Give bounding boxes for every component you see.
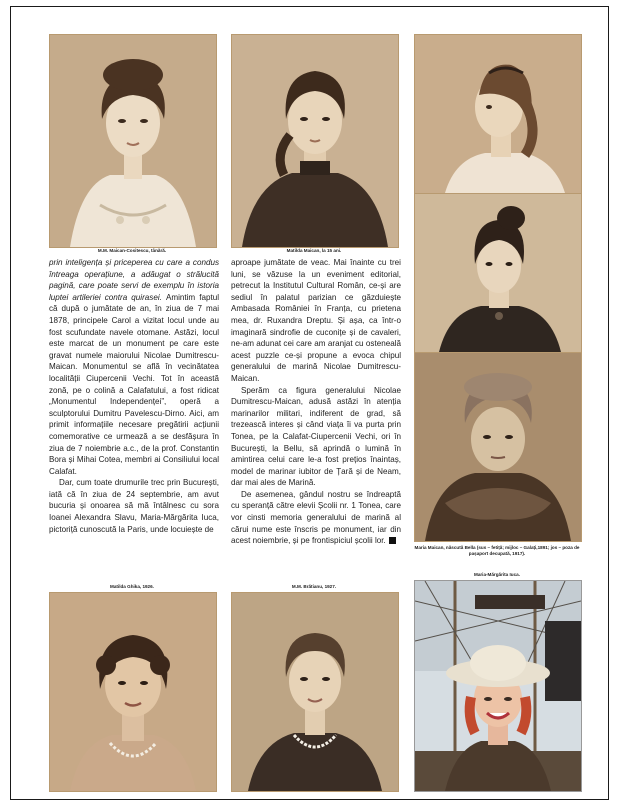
paragraph-3: aproape jumătate de veac. Mai înainte cu trei luni, se văzuse la un eveniment editorial, petrecut la Institutul Cultural Român, ce-și are sediul în palatul parizian ce găzduiește Ambasada României în Franța, cu prietena mea, dr. Ruxandra Dreptu. Și așa, ca într-o imaginară sindrofie de cuconițe și de cavaleri, ne-am adunat cei care am aranjat cu osteneală acest puzzle ce-și propune a evoca chipul generalului de marină Nicolae Dumitrescu-Maican. xyxy=(231,258,401,383)
caption-photo-8: Maria-Mărgărita Iuca. xyxy=(474,572,520,577)
portrait-photo-8 xyxy=(414,580,582,792)
portrait-photo-3 xyxy=(414,34,582,194)
portrait-photo-5 xyxy=(414,352,582,542)
article-column-right xyxy=(231,257,401,547)
caption-photo-5: Maria Maican, născută Bella (sus – fetiță; mijloc – Galați,1891; jos – poza de pașaport decupată, 1917). xyxy=(414,545,580,556)
end-mark-icon xyxy=(389,537,396,544)
portrait-photo-7 xyxy=(231,592,399,792)
portrait-photo-4 xyxy=(414,193,582,353)
paragraph-1-continued: Amintim faptul că după o jumătate de an, în ziua de 7 mai 1878, principele Carol a vizitat locul unde au fost scufundate navele otomane. Astăzi, locul este marcat de un monument pe care este gravat numele maiorului Nicolae Dumitrescu-Maican. Monumentul se află în vecinătatea localității Ciupercenii Vechi. Tot în această zonă, pe o colină a Calafatului, a fost ridicat „Monumentul Independenței”, operă a sculptorului Dumitru Pavelescu-Dirno. Aici, am primit informațiile necesare pregătirii acțiunii comemorative ce urmează a se desfășura în ziua de 7 noiembrie a.c., de la prof. Constantin Bora și Mihai Cotea, membri ai Consiliului local Calafat. xyxy=(49,292,220,476)
caption-photo-1: M.M. Maican-Cositescu, tânără. xyxy=(97,248,167,253)
portrait-photo-6 xyxy=(49,592,217,792)
magazine-page xyxy=(10,6,609,800)
paragraph-5 xyxy=(231,489,401,547)
caption-photo-7: M.M. Brătianu, 1927. xyxy=(291,584,337,589)
caption-photo-6: Matilda Ghika, 1926. xyxy=(110,584,154,589)
article-column-left xyxy=(49,257,219,535)
paragraph-2: Dar, cum toate drumurile trec prin București, iată că în ziua de 24 septembrie, am avut bucuria și onoarea să mă întâlnesc cu sora Ioanei Alexandra Slavu, Maria-Mărgărita Iuca, pictoriță cunoscută la Paris, unde locuiește de xyxy=(49,478,219,534)
portrait-photo-1 xyxy=(49,34,217,248)
paragraph-italic-quote: prin inteligența și priceperea cu care a condus întreaga operațiune, a adăugat o strălucită pagină, care poate servi de exemplu în istoria luptei artileriei contra quirasei. xyxy=(49,258,219,302)
portrait-photo-2 xyxy=(231,34,399,248)
caption-photo-2: Matilda Maican, la 15 ani. xyxy=(286,248,342,253)
paragraph-4: Sperăm ca figura generalului Nicolae Dumitrescu-Maican, adusă astăzi în atenția marinarilor militari, indiferent de grad, să trezească interes și când viața îi va purta prin Tonea, pe la Calafat-Ciupercenii Vechi, ori în București, la Bellu, să aprindă o lumină în amintirea celui care le-a fost prețios înaintaș, model de marinar iubitor de Țară și de Neam, dar mai ales de Marină. xyxy=(231,385,401,488)
paragraph-5-text: De asemenea, gândul nostru se îndreaptă cu speranță către elevii Școlii nr. 1 Tonea, care vor cinsti memoria generalului de marină al cărui nume este înscris pe monument, iar din acest noiembrie, și pe frontispiciul școlii lor. xyxy=(231,489,401,546)
